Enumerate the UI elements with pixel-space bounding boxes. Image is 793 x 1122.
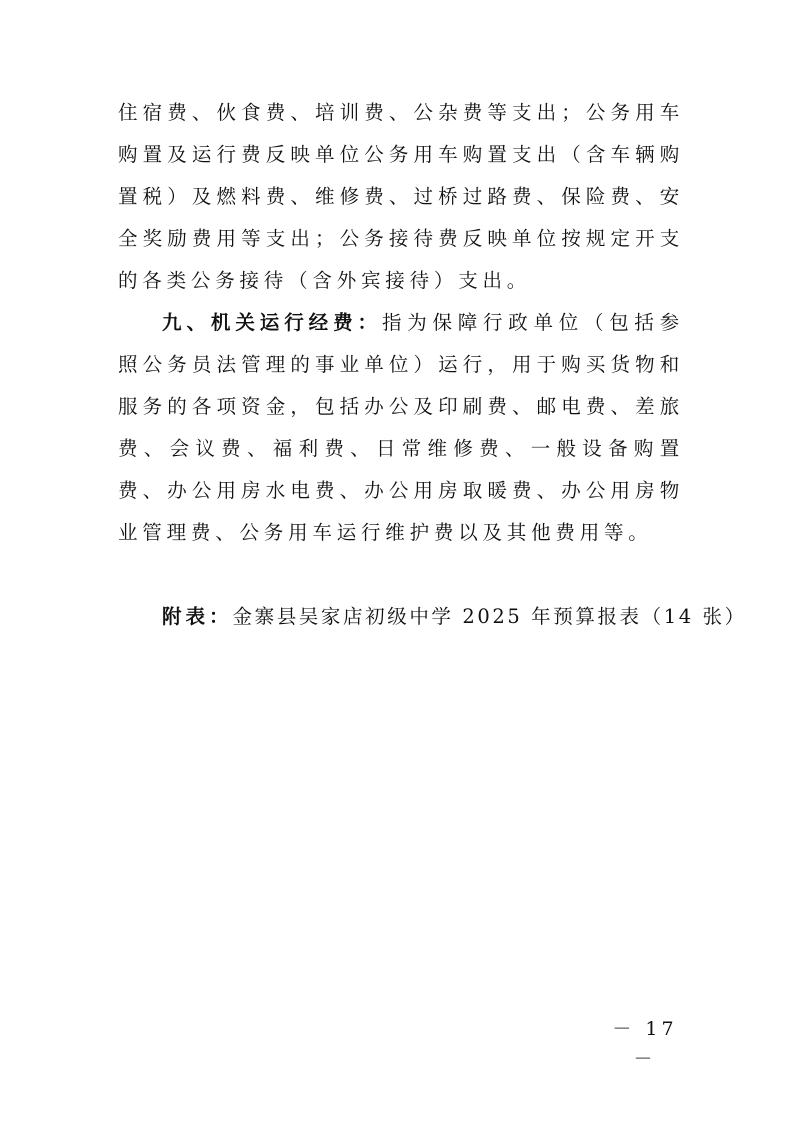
operating-expenses-heading: 九、机关运行经费：: [162, 311, 382, 334]
attachment-label: 附表：: [162, 605, 233, 628]
paragraph-operating-expenses: [118, 302, 684, 554]
paragraph-gap: [118, 554, 684, 596]
attachment-line: [118, 596, 747, 638]
document-body: [118, 92, 747, 638]
page-number: － 17 －: [612, 1018, 678, 1070]
operating-expenses-text: 指为保障行政单位（包括参照公务员法管理的事业单位）运行，用于购买货物和服务的各项资金，包括办公及印刷费、邮电费、差旅费、会议费、福利费、日常维修费、一般设备购置费、办公用房水电费、办公用房取暖费、办公用房物业管理费、公务用车运行维护费以及其他费用等。: [118, 311, 684, 544]
paragraph-expense-definitions: 住宿费、伙食费、培训费、公杂费等支出；公务用车购置及运行费反映单位公务用车购置支出（含车辆购置税）及燃料费、维修费、过桥过路费、保险费、安全奖励费用等支出；公务接待费反映单位按规定开支的各类公务接待（含外宾接待）支出。: [118, 101, 684, 292]
attachment-text: 金寨县吴家店初级中学 2025 年预算报表（14 张）: [232, 605, 747, 628]
